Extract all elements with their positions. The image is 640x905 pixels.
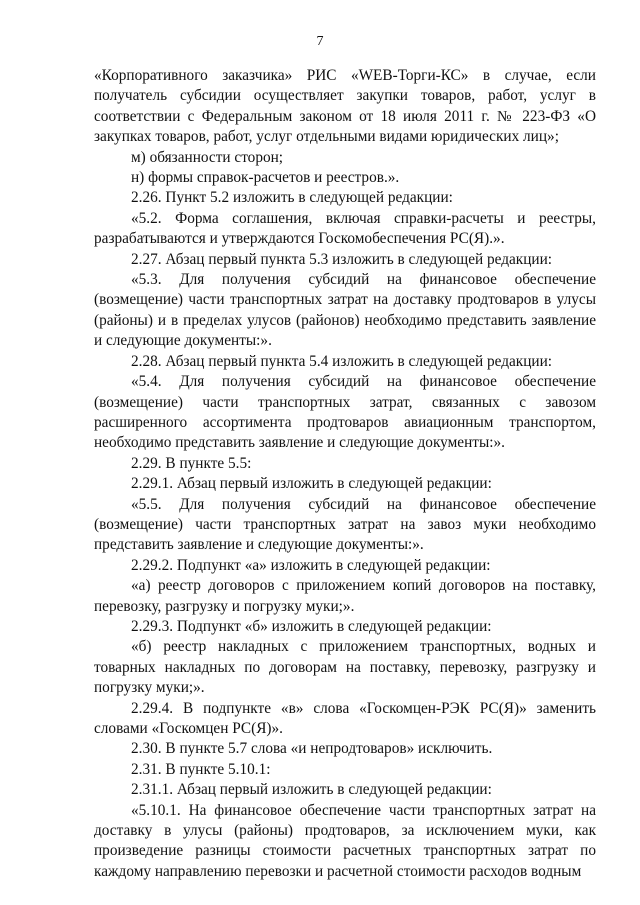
paragraph: м) обязанности сторон; [131, 148, 284, 166]
paragraph: 2.29.4. В подпункте «в» слова «Госкомцен-РЭК РС(Я)» заменить словами «Госкомцен РС(Я)». [94, 699, 596, 737]
document-body [94, 66, 596, 882]
paragraph: 2.29. В пункте 5.5: [131, 454, 252, 472]
paragraph: 2.30. В пункте 5.7 слова «и непродтоваров» исключить. [131, 740, 493, 758]
paragraph: н) формы справок-расчетов и реестров.». [131, 169, 400, 187]
paragraph: 2.29.2. Подпункт «а» изложить в следующей редакции: [131, 556, 491, 574]
paragraph: «5.10.1. На финансовое обеспечение части транспортных затрат на доставку в улусы (районы) продтоваров, за исключением муки, как произведение разницы стоимости расчетных транспортных затрат по каждому направлению перевозки и расчетной стоимости расходов водным [94, 801, 596, 880]
paragraph: «а) реестр договоров с приложением копий договоров на поставку, перевозку, разгрузку и погрузку муки;». [94, 577, 596, 615]
paragraph-continuation: «Корпоративного заказчика» РИС «WEB-Торги-КС» в случае, если получатель субсидии осуществляет закупки товаров, работ, услуг в соответствии с Федеральным законом от 18 июля 2011 г. № 223-ФЗ «О закупках товаров, работ, услуг отдельными видами юридических лиц»; [94, 67, 596, 146]
page-number: 7 [316, 34, 324, 49]
paragraph: «б) реестр накладных с приложением транспортных, водных и товарных накладных по договорам на поставку, перевозку, разгрузку и погрузку муки;». [94, 638, 596, 697]
paragraph: «5.4. Для получения субсидий на финансовое обеспечение (возмещение) части транспортных затрат, связанных с завозом расширенного ассортимента продтоваров авиационным транспортом, необходимо представить заявление и следующие документы:». [94, 373, 596, 452]
paragraph: 2.31.1. Абзац первый изложить в следующей редакции: [131, 781, 492, 799]
paragraph: 2.29.1. Абзац первый изложить в следующей редакции: [131, 475, 492, 493]
paragraph: 2.27. Абзац первый пункта 5.3 изложить в следующей редакции: [131, 250, 553, 268]
paragraph: 2.26. Пункт 5.2 изложить в следующей редакции: [131, 189, 453, 207]
paragraph: 2.28. Абзац первый пункта 5.4 изложить в следующей редакции: [131, 352, 553, 370]
paragraph: «5.3. Для получения субсидий на финансовое обеспечение (возмещение) части транспортных затрат на доставку продтоваров в улусы (районы) и в пределах улусов (районов) необходимо представить заявление и следующие документы:». [94, 271, 596, 350]
paragraph: 2.31. В пункте 5.10.1: [131, 760, 271, 778]
paragraph: 2.29.3. Подпункт «б» изложить в следующей редакции: [131, 617, 492, 635]
paragraph: «5.2. Форма соглашения, включая справки-расчеты и реестры, разрабатываются и утверждаются Госкомобеспечения РС(Я).». [94, 209, 596, 248]
paragraph: «5.5. Для получения субсидий на финансовое обеспечение (возмещение) части транспортных затрат на завоз муки необходимо представить заявление и следующие документы:». [94, 495, 596, 554]
